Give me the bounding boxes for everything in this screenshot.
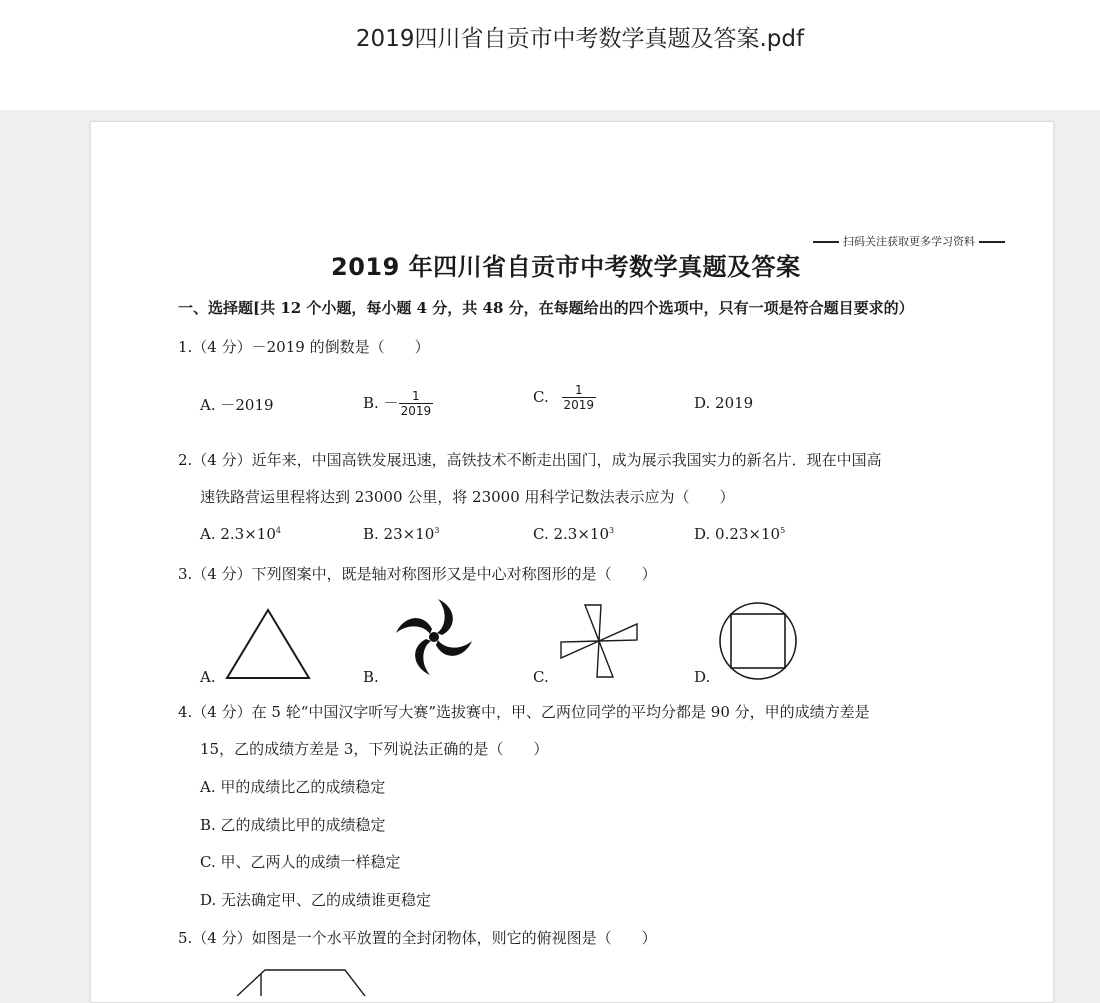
q4-option-d: D. 无法确定甲、乙的成绩谁更稳定 [200, 891, 432, 909]
q1-c-numerator: 1 [562, 384, 597, 398]
q4-option-a: A. 甲的成绩比乙的成绩稳定 [200, 778, 386, 796]
section-heading: 一、选择题[共 12 个小题，每小题 4 分，共 48 分，在每题给出的四个选项中，只有一项是符合题目要求的） [178, 299, 914, 317]
q1-option-b [363, 390, 433, 418]
q2-c-exp: 3 [609, 526, 615, 535]
dash-left [813, 241, 839, 243]
q2-stem-line2: 速铁路营运里程将达到 23000 公里，将 23000 用科学记数法表示应为（ ） [200, 488, 735, 506]
q1-c-denominator: 2019 [563, 398, 595, 412]
q2-a-base: A. 2.3×10 [200, 525, 276, 543]
q4-stem-line2: 15，乙的成绩方差是 3，下列说法正确的是（ ） [200, 740, 549, 758]
q4-option-b: B. 乙的成绩比甲的成绩稳定 [200, 816, 386, 834]
circle-square-figure [717, 600, 799, 682]
q1-option-d: D. 2019 [694, 394, 754, 412]
q2-b-exp: 3 [434, 526, 440, 535]
q1-option-b-prefix: B. － [363, 394, 399, 412]
q2-option-d [694, 525, 785, 543]
pinwheel-figure [391, 596, 477, 678]
q2-option-b [363, 525, 439, 543]
q4-option-c: C. 甲、乙两人的成绩一样稳定 [200, 853, 401, 871]
q1-stem: 1.（4 分）－2019 的倒数是（ ） [178, 338, 430, 356]
pdf-page[interactable] [90, 121, 1054, 1003]
windmill-figure [557, 602, 641, 680]
closed-solid-figure [231, 966, 371, 996]
q1-option-a: A. －2019 [200, 396, 274, 414]
q5-stem: 5.（4 分）如图是一个水平放置的全封闭物体，则它的俯视图是（ ） [178, 929, 657, 947]
q1-b-numerator: 1 [399, 390, 434, 404]
q1-option-c-fraction [562, 384, 597, 412]
q3-option-c-label: C. [533, 668, 549, 686]
watermark-text: 扫码关注获取更多学习资料 [843, 235, 975, 248]
viewer-header [0, 0, 1100, 110]
q3-option-b-label: B. [363, 668, 379, 686]
q2-d-base: D. 0.23×10 [694, 525, 781, 543]
q1-option-c-prefix: C. [533, 388, 549, 406]
q2-stem-line1: 2.（4 分）近年来，中国高铁发展迅速，高铁技术不断走出国门，成为展示我国实力的新名片．现在中国高 [178, 451, 882, 469]
q2-a-exp: 4 [275, 526, 281, 535]
q1-option-c [533, 384, 596, 412]
q2-option-a [200, 525, 281, 543]
q2-d-exp: 5 [780, 526, 786, 535]
file-title: 2019四川省自贡市中考数学真题及答案.pdf [355, 26, 805, 52]
q3-option-d-label: D. [694, 668, 711, 686]
dash-right [979, 241, 1005, 243]
q2-c-base: C. 2.3×10 [533, 525, 609, 543]
paper-title: 2019 年四川省自贡市中考数学真题及答案 [331, 253, 801, 281]
q3-option-a-label: A. [200, 668, 216, 686]
q4-stem-line1: 4.（4 分）在 5 轮“中国汉字听写大赛”选拔赛中，甲、乙两位同学的平均分都是 90 分，甲的成绩方差是 [178, 703, 870, 721]
watermark-note [809, 233, 1009, 249]
triangle-figure [225, 608, 311, 680]
q1-b-denominator: 2019 [400, 404, 432, 418]
q3-stem: 3.（4 分）下列图案中，既是轴对称图形又是中心对称图形的是（ ） [178, 565, 657, 583]
q1-option-b-fraction [399, 390, 434, 418]
q2-b-base: B. 23×10 [363, 525, 435, 543]
q2-option-c [533, 525, 614, 543]
